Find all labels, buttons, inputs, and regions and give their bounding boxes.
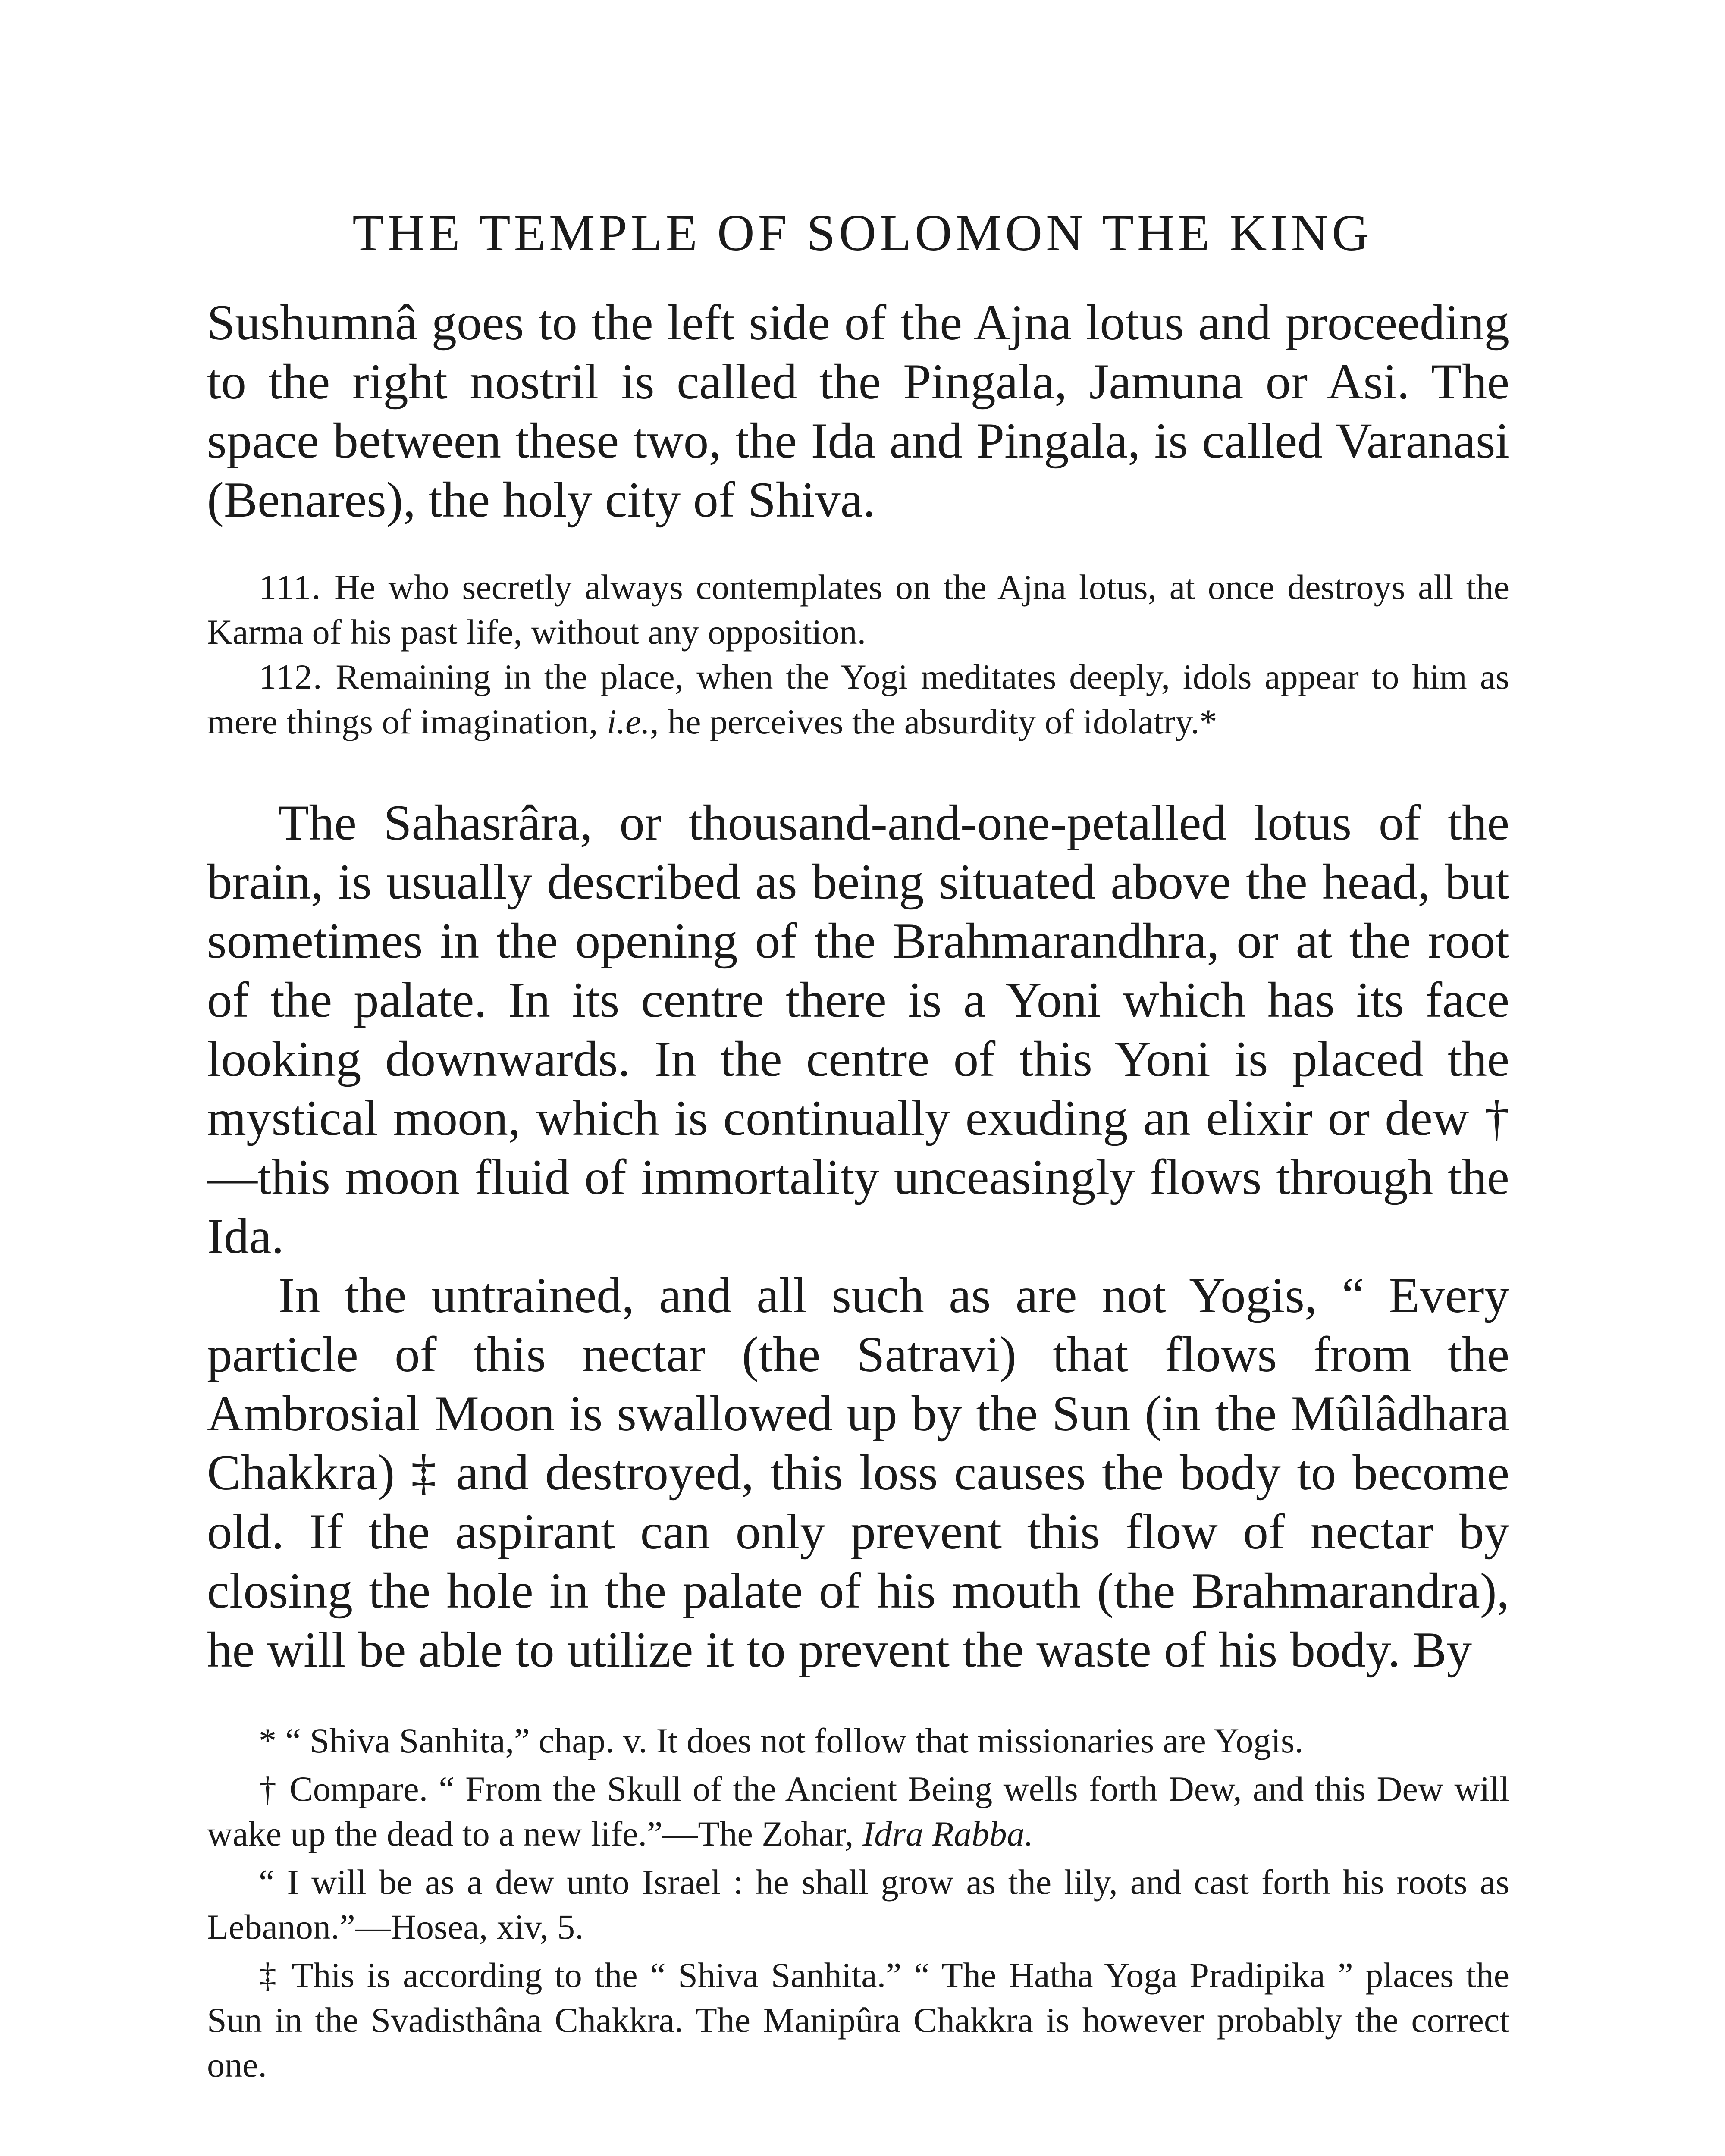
verse-111	[207, 565, 1509, 655]
verse-112	[207, 655, 1509, 744]
paragraph-sahasrara: The Sahasrâra, or thousand-and-one-petalled lotus of the brain, is usually described as being situated above the head, but sometimes in the opening of the Brahmarandhra, or at the root of the palate. In its centre there is a Yoni which has its face looking downwards. In the centre of this Yoni is placed the mystical moon, which is continually exuding an elixir or dew †—this moon fluid of immortality unceasingly flows through the Ida.	[207, 795, 1509, 1264]
paragraph-untrained: In the untrained, and all such as are not Yogis, “ Every particle of this nectar (the Satravi) that flows from the Ambrosial Moon is swallowed up by the Sun (in the Mûlâdhara Chakkra) ‡ and destroyed, this loss causes the body to become old. If the aspirant can only prevent this flow of nectar by closing the hole in the palate of his mouth (the Brahmarandra), he will be able to utilize it to prevent the waste of his body. By	[207, 1268, 1509, 1678]
footnote-hosea: “ I will be as a dew unto Israel : he shall grow as the lily, and cast forth his roots as Lebanon.”—Hosea, xiv, 5.	[207, 1862, 1509, 1946]
main-text-block-top	[207, 293, 1509, 530]
verse-111-text: He who secretly always contemplates on the Ajna lotus, at once destroys all the Karma of his past life, without any opposition.	[207, 567, 1510, 652]
verse-112-ie: i.e.	[606, 702, 650, 741]
verse-112-number: 112.	[259, 657, 323, 696]
footnote-dagger-text: † Compare. “ From the Skull of the Ancient Being wells forth Dew, and this Dew will wake up the dead to a new life.”—The Zohar,	[207, 1769, 1509, 1853]
main-text-block-bottom	[207, 793, 1509, 1680]
quoted-verses	[207, 565, 1509, 744]
footnote-dagger-source: Idra Rabba.	[862, 1814, 1034, 1853]
footnote-double-dagger: ‡ This is according to the “ Shiva Sanhita.” “ The Hatha Yoga Pradipika ” places the Sun in the Svadisthâna Chakkra. The Manipûra Chakkra is however probably the correct one.	[207, 1955, 1509, 2084]
verse-112-text-a: Remaining in the place, when the Yogi meditates deeply, idols appear to him as mere things of imagination,	[207, 657, 1509, 741]
verse-111-number: 111.	[259, 567, 322, 607]
footnote-dagger	[207, 1767, 1509, 1856]
verse-112-text-b: , he perceives the absurdity of idolatry.*	[650, 702, 1217, 741]
running-head: THE TEMPLE OF SOLOMON THE KING	[352, 204, 1373, 261]
paragraph-sushumna: Sushumnâ goes to the left side of the Ajna lotus and proceeding to the right nostril is called the Pingala, Jamuna or Asi. The space between these two, the Ida and Pingala, is called Varanasi (Benares), the holy city of Shiva.	[207, 295, 1509, 528]
footnotes	[207, 1718, 1509, 2091]
footnote-star: * “ Shiva Sanhita,” chap. v. It does not follow that missionaries are Yogis.	[259, 1721, 1304, 1760]
